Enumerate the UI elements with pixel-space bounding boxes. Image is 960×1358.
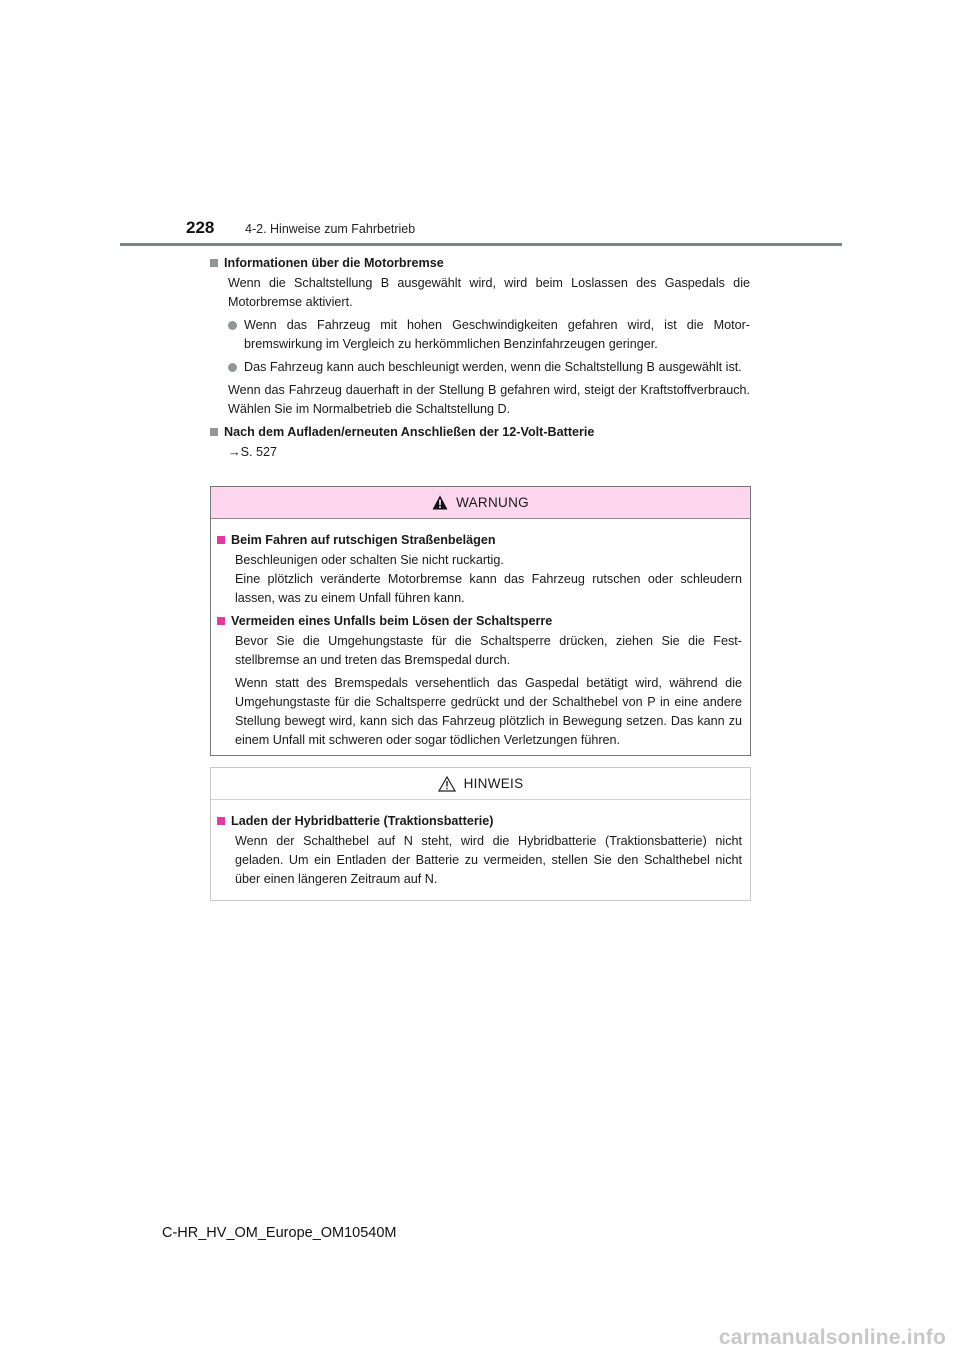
square-bullet-icon <box>217 617 225 625</box>
main-content <box>210 254 750 466</box>
square-bullet-icon <box>217 817 225 825</box>
warning-item-text: Wenn statt des Bremspedals versehentlich das Gaspedal betätigt wird, während die Umgehungstaste für die Schaltsperre gedrückt und der Schalthebel von P in eine andere Stellung bewegt wird, kann sich das Fahrzeug plötzlich in Bewegung setzen. Das kann zu einem Unfall mit schweren oder sogar tödlichen Verletzungen führen. <box>235 676 742 747</box>
notice-item-text: Wenn der Schalthebel auf N steht, wird die Hybridbatterie (Traktionsbatterie) nicht geladen. Um ein Entladen der Batterie zu vermeiden, stellen Sie den Schalthebel nicht über einen längeren Zeitraum auf N. <box>235 834 742 886</box>
warning-item-text: Bevor Sie die Umgehungstaste für die Schaltsperre drücken, ziehen Sie die Feststellbremse an und treten das Bremspedal durch. <box>235 634 742 667</box>
section-outro: Wenn das Fahrzeug dauerhaft in der Stellung B gefahren wird, steigt der Kraftstoffverbrauch. Wählen Sie im Normalbetrieb die Schaltstellung D. <box>228 383 750 416</box>
section-title: Nach dem Aufladen/erneuten Anschließen der 12-Volt-Batterie <box>224 425 595 439</box>
section-heading-battery <box>210 423 750 442</box>
warning-title: WARNUNG <box>456 495 529 510</box>
notice-title: HINWEIS <box>463 776 524 791</box>
list-item-text: Das Fahrzeug kann auch beschleunigt werden, wenn die Schaltstellung B ausgewählt ist. <box>244 360 742 374</box>
document-code: C-HR_HV_OM_Europe_OM10540M <box>162 1225 397 1241</box>
chapter-title: 4-2. Hinweise zum Fahrbetrieb <box>245 222 416 236</box>
notice-header <box>211 768 750 800</box>
warning-item-title: Vermeiden eines Unfalls beim Lösen der Schaltsperre <box>231 614 553 628</box>
square-bullet-icon <box>210 259 218 267</box>
list-item <box>228 316 750 354</box>
square-bullet-icon <box>210 428 218 436</box>
square-bullet-icon <box>217 536 225 544</box>
page-number: 228 <box>186 218 215 237</box>
notice-item-heading <box>217 812 742 831</box>
section-intro: Wenn die Schaltstellung B ausgewählt wird, wird beim Loslassen des Gaspedals die Motorbremse aktiviert. <box>228 276 750 309</box>
warning-item-heading <box>217 612 742 631</box>
warning-box <box>210 486 751 756</box>
notice-item-title: Laden der Hybridbatterie (Traktionsbatterie) <box>231 814 494 828</box>
header-rule <box>120 243 842 246</box>
warning-item-heading <box>217 531 742 550</box>
warning-item-title: Beim Fahren auf rutschigen Straßenbelägen <box>231 533 496 547</box>
warning-triangle-icon <box>432 495 448 510</box>
circle-bullet-icon <box>228 363 237 372</box>
section-title: Informationen über die Motorbremse <box>224 256 444 270</box>
list-item-text: Wenn das Fahrzeug mit hohen Geschwindigkeiten gefahren wird, ist die Motorbremswirkung im Vergleich zu herkömmlichen Benzinfahrzeugen geringer. <box>244 318 750 351</box>
caution-triangle-icon <box>438 776 456 792</box>
section-heading-engine-brake <box>210 254 750 273</box>
list-item <box>228 358 750 377</box>
warning-item-text: Beschleunigen oder schalten Sie nicht ruckartig. Eine plötzlich veränderte Motorbremse kann das Fahrzeug rutschen oder schleudern lassen, was zu einem Unfall führen kann. <box>235 553 742 605</box>
warning-header <box>211 487 750 519</box>
watermark: carmanualsonline.info <box>718 1326 946 1349</box>
notice-box <box>210 767 751 901</box>
circle-bullet-icon <box>228 321 237 330</box>
page-reference-link[interactable]: →S. 527 <box>228 445 278 459</box>
